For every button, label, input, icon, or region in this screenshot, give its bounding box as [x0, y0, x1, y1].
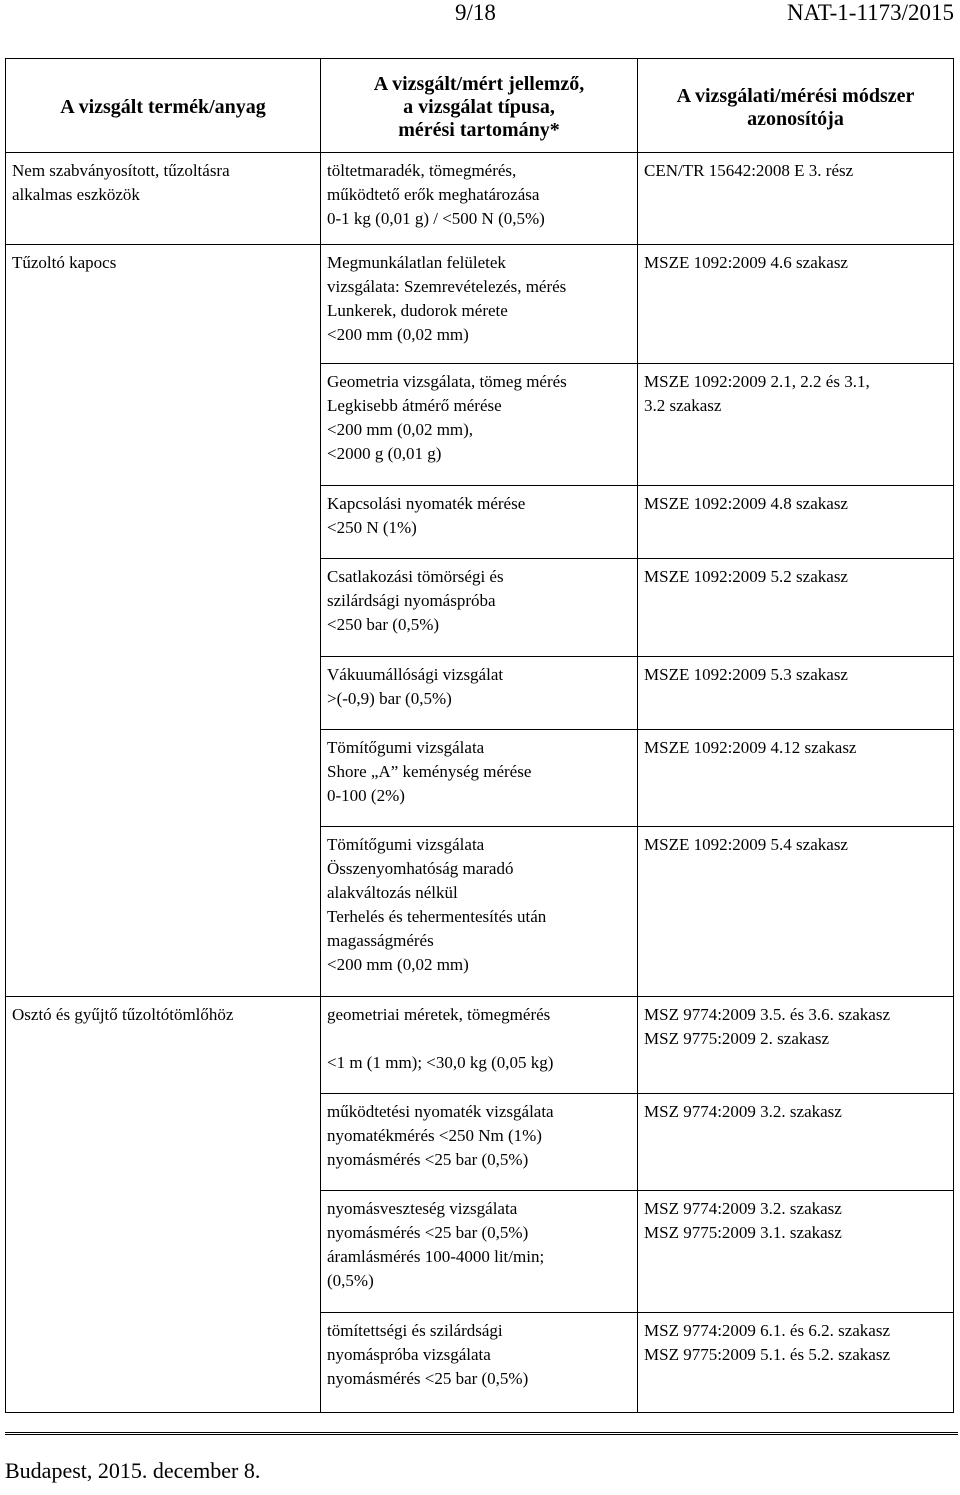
method-cell [638, 657, 954, 730]
characteristic-line: <200 mm (0,02 mm) [327, 325, 469, 344]
method-cell [638, 1313, 954, 1413]
method-line: MSZE 1092:2009 5.2 szakasz [644, 567, 848, 586]
characteristic-line: Lunkerek, dudorok mérete [327, 301, 508, 320]
header-characteristic [321, 59, 638, 153]
characteristic-line: nyomásmérés <25 bar (0,5%) [327, 1223, 529, 1242]
method-line: MSZE 1092:2009 5.4 szakasz [644, 835, 848, 854]
header-method-line: azonosítója [747, 107, 844, 130]
method-cell [638, 1191, 954, 1313]
method-line: MSZ 9774:2009 3.2. szakasz [644, 1199, 842, 1218]
product-line: alkalmas eszközök [12, 185, 140, 204]
product-line: Nem szabványosított, tűzoltásra [12, 161, 230, 180]
method-line: 3.2 szakasz [644, 396, 722, 415]
table-row [6, 559, 954, 657]
table-row [6, 364, 954, 486]
footer-divider [5, 1432, 958, 1438]
characteristic-line: alakváltozás nélkül [327, 883, 458, 902]
characteristic-line: nyomásveszteség vizsgálata [327, 1199, 518, 1218]
characteristic-cell [321, 1191, 638, 1313]
page-number: 9/18 [455, 0, 496, 25]
product-cell [6, 153, 321, 245]
product-line: Tűzoltó kapocs [12, 253, 117, 272]
characteristic-cell [321, 827, 638, 997]
table-row [6, 153, 954, 245]
characteristic-line: Megmunkálatlan felületek [327, 253, 506, 272]
characteristic-cell [321, 364, 638, 486]
method-cell [638, 730, 954, 827]
document-id: NAT-1-1173/2015 [787, 0, 954, 25]
method-line: MSZ 9775:2009 2. szakasz [644, 1029, 830, 1048]
product-cell [6, 245, 321, 364]
header-characteristic-line: A vizsgált/mért jellemző, [373, 73, 585, 95]
characteristic-line: Vákuumállósági vizsgálat [327, 665, 504, 684]
method-line: MSZ 9774:2009 3.2. szakasz [644, 1102, 842, 1121]
method-line: CEN/TR 15642:2008 E 3. rész [644, 161, 854, 180]
table-row [6, 827, 954, 997]
method-line: MSZ 9774:2009 6.1. és 6.2. szakasz [644, 1321, 891, 1340]
table-row [6, 1313, 954, 1413]
accreditation-table [5, 58, 954, 1413]
characteristic-line: <1 m (1 mm); <30,0 kg (0,05 kg) [327, 1053, 554, 1072]
characteristic-line: nyomatékmérés <250 Nm (1%) [327, 1126, 542, 1145]
product-cell-continued [6, 486, 321, 559]
characteristic-cell [321, 1094, 638, 1191]
method-cell [638, 1094, 954, 1191]
characteristic-cell [321, 486, 638, 559]
product-cell-continued [6, 657, 321, 730]
characteristic-line: <200 mm (0,02 mm), [327, 420, 474, 439]
characteristic-line: működtetési nyomaték vizsgálata [327, 1102, 554, 1121]
method-cell [638, 153, 954, 245]
characteristic-line: áramlásmérés 100-4000 lit/min; [327, 1247, 545, 1266]
header-characteristic-line: mérési tartomány* [398, 119, 560, 141]
product-cell-continued [6, 1191, 321, 1313]
characteristic-line: vizsgálata: Szemrevételezés, mérés [327, 277, 567, 296]
characteristic-line: nyomásmérés <25 bar (0,5%) [327, 1369, 529, 1388]
method-line: MSZE 1092:2009 2.1, 2.2 és 3.1, [644, 372, 870, 391]
product-cell-continued [6, 364, 321, 486]
method-line: MSZ 9775:2009 5.1. és 5.2. szakasz [644, 1345, 891, 1364]
table-row [6, 730, 954, 827]
characteristic-line: Összenyomhatóság maradó [327, 859, 514, 878]
method-cell [638, 559, 954, 657]
characteristic-line: tömítettségi és szilárdsági [327, 1321, 503, 1340]
method-line: MSZ 9775:2009 3.1. szakasz [644, 1223, 842, 1242]
header-product-label: A vizsgált termék/anyag [60, 96, 266, 118]
footer-place-date: Budapest, 2015. december 8. [5, 1458, 261, 1483]
characteristic-line: működtető erők meghatározása [327, 185, 540, 204]
method-line: MSZ 9774:2009 3.5. és 3.6. szakasz [644, 1005, 891, 1024]
table-row [6, 1191, 954, 1313]
characteristic-line: Tömítőgumi vizsgálata [327, 738, 485, 757]
characteristic-line: (0,5%) [327, 1271, 374, 1290]
header-method-line: A vizsgálati/mérési módszer [676, 84, 915, 107]
characteristic-line: töltetmaradék, tömegmérés, [327, 161, 517, 180]
characteristic-line: szilárdsági nyomáspróba [327, 591, 496, 610]
characteristic-line: nyomásmérés <25 bar (0,5%) [327, 1150, 529, 1169]
characteristic-cell [321, 559, 638, 657]
header-product [6, 59, 321, 153]
product-cell-continued [6, 827, 321, 997]
product-cell-continued [6, 559, 321, 657]
characteristic-line: Kapcsolási nyomaték mérése [327, 494, 526, 513]
characteristic-cell [321, 1313, 638, 1413]
characteristic-cell [321, 997, 638, 1094]
characteristic-line: Csatlakozási tömörségi és [327, 567, 504, 586]
characteristic-line: >(-0,9) bar (0,5%) [327, 689, 452, 708]
method-cell [638, 997, 954, 1094]
characteristic-line: Terhelés és tehermentesítés után [327, 907, 547, 926]
method-line: MSZE 1092:2009 4.6 szakasz [644, 253, 848, 272]
method-cell [638, 245, 954, 364]
characteristic-line: 0-100 (2%) [327, 786, 405, 805]
method-cell [638, 486, 954, 559]
method-cell [638, 364, 954, 486]
method-line: MSZE 1092:2009 5.3 szakasz [644, 665, 848, 684]
characteristic-cell [321, 657, 638, 730]
characteristic-line: <2000 g (0,01 g) [327, 444, 442, 463]
product-cell-continued [6, 1313, 321, 1413]
characteristic-cell [321, 153, 638, 245]
header-method [638, 59, 954, 153]
characteristic-line: Geometria vizsgálata, tömeg mérés [327, 372, 567, 391]
characteristic-spacer [327, 1027, 631, 1051]
product-line: Osztó és gyűjtő tűzoltótömlőhöz [12, 1005, 234, 1024]
characteristic-line: Shore „A” keménység mérése [327, 762, 532, 781]
header-characteristic-line: a vizsgálat típusa, [403, 96, 555, 118]
table-row [6, 997, 954, 1094]
table-header-row [6, 59, 954, 153]
method-line: MSZE 1092:2009 4.12 szakasz [644, 738, 857, 757]
characteristic-line: <250 N (1%) [327, 518, 417, 537]
characteristic-line: geometriai méretek, tömegmérés [327, 1005, 551, 1024]
characteristic-line: <250 bar (0,5%) [327, 615, 440, 634]
method-cell [638, 827, 954, 997]
characteristic-line: Tömítőgumi vizsgálata [327, 835, 485, 854]
table-row [6, 486, 954, 559]
characteristic-cell [321, 730, 638, 827]
characteristic-line: magasságmérés [327, 931, 434, 950]
table-row [6, 245, 954, 364]
characteristic-line: 0-1 kg (0,01 g) / <500 N (0,5%) [327, 209, 545, 228]
characteristic-line: <200 mm (0,02 mm) [327, 955, 469, 974]
characteristic-line: Legkisebb átmérő mérése [327, 396, 502, 415]
product-cell [6, 997, 321, 1094]
table-row [6, 657, 954, 730]
characteristic-cell [321, 245, 638, 364]
characteristic-line: nyomáspróba vizsgálata [327, 1345, 491, 1364]
method-line: MSZE 1092:2009 4.8 szakasz [644, 494, 848, 513]
table-row [6, 1094, 954, 1191]
product-cell-continued [6, 730, 321, 827]
product-cell-continued [6, 1094, 321, 1191]
